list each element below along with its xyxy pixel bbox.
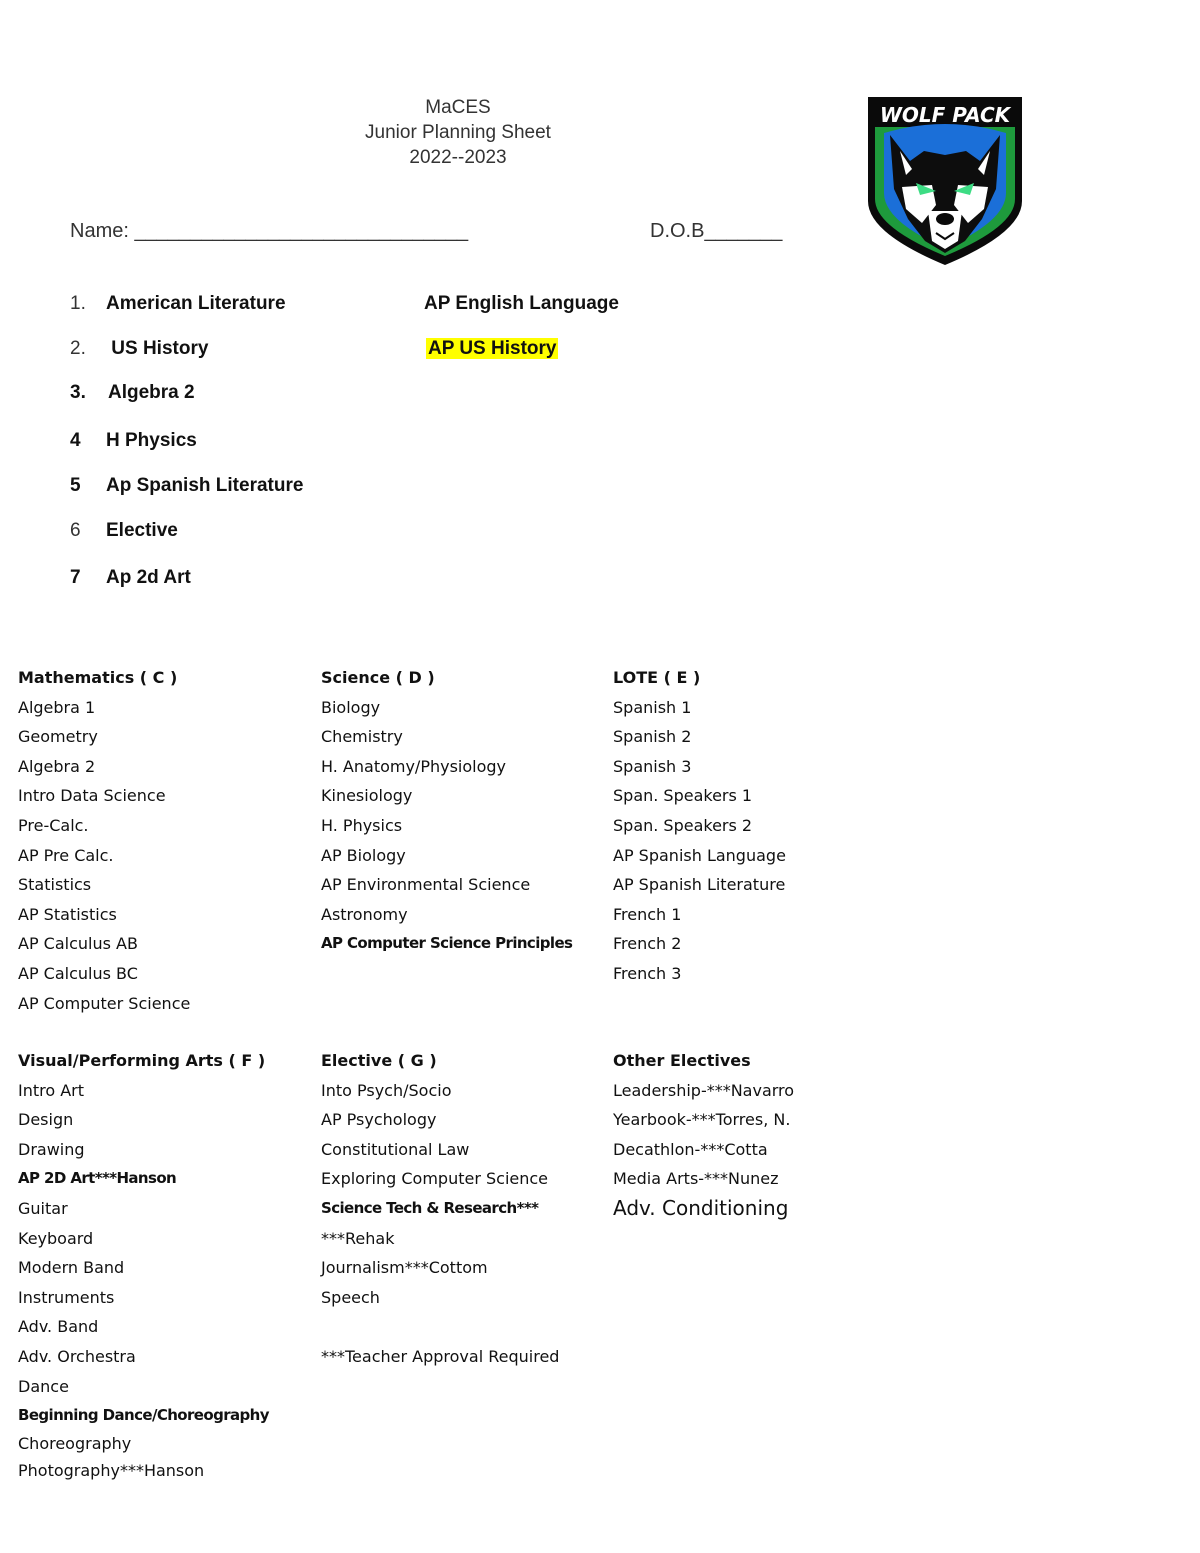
course-number: 1. — [70, 293, 86, 314]
footnote: ***Teacher Approval Required — [321, 1346, 560, 1366]
course-label: US History — [106, 338, 209, 359]
list-item: French 2 — [613, 934, 682, 954]
category-title: Science ( D ) — [321, 668, 435, 687]
category-elective — [321, 1046, 559, 1372]
document-header — [258, 95, 658, 170]
list-item: Kinesiology — [321, 786, 413, 806]
list-item: Pre-Calc. — [18, 815, 89, 835]
list-item: ***Rehak — [321, 1228, 395, 1248]
student-info-row — [70, 220, 783, 243]
logo-text: WOLF PACK — [879, 103, 1011, 127]
list-item: Choreography — [18, 1433, 132, 1453]
list-item: Statistics — [18, 875, 92, 895]
list-item: Design — [18, 1110, 74, 1130]
list-item: French 1 — [613, 904, 682, 924]
category-mathematics — [18, 663, 190, 1018]
list-item: Speech — [321, 1287, 380, 1307]
list-item: AP Pre Calc. — [18, 845, 114, 865]
highlight-mark: AP US History — [428, 338, 557, 359]
wolf-pack-logo — [862, 93, 1028, 269]
course-number: 4 — [70, 430, 81, 451]
list-item: AP Spanish Language — [613, 845, 786, 865]
list-item: Algebra 2 — [18, 756, 96, 776]
course-number: 3. — [70, 382, 86, 403]
list-item: Spanish 2 — [613, 727, 692, 747]
course-number: 5 — [70, 475, 81, 496]
list-item: Adv. Band — [18, 1317, 99, 1337]
list-item: Span. Speakers 2 — [613, 815, 753, 835]
category-title: Mathematics ( C ) — [18, 668, 178, 687]
list-item: Adv. Orchestra — [18, 1346, 136, 1366]
list-item: Decathlon-***Cotta — [613, 1139, 768, 1159]
list-item: AP Statistics — [18, 904, 117, 924]
list-item: Leadership-***Navarro — [613, 1080, 795, 1100]
category-lote — [613, 663, 786, 989]
list-item: AP Computer Science — [18, 993, 191, 1013]
list-item: Adv. Conditioning — [613, 1195, 789, 1220]
list-item: Modern Band — [18, 1258, 125, 1278]
list-item: Biology — [321, 697, 381, 717]
list-item: Media Arts-***Nunez — [613, 1169, 779, 1189]
list-item: Photography***Hanson — [18, 1460, 205, 1480]
list-item: Drawing — [18, 1139, 85, 1159]
list-item: AP 2D Art***Hanson — [18, 1169, 177, 1188]
course-label: Algebra 2 — [108, 382, 195, 403]
list-item: AP Biology — [321, 845, 406, 865]
list-item: French 3 — [613, 963, 682, 983]
category-science — [321, 663, 572, 959]
course-label: American Literature — [106, 293, 286, 314]
list-item — [321, 1312, 559, 1342]
category-other-electives — [613, 1046, 794, 1224]
list-item: AP Calculus AB — [18, 934, 138, 954]
category-visual-performing-arts — [18, 1046, 269, 1485]
list-item: Beginning Dance/Choreography — [18, 1406, 269, 1425]
course-label: Ap 2d Art — [106, 567, 191, 588]
list-item: Instruments — [18, 1287, 115, 1307]
list-item: Geometry — [18, 727, 98, 747]
course-alternate: AP English Language — [424, 293, 619, 314]
sheet-title: Junior Planning Sheet — [365, 122, 551, 143]
list-item: Spanish 3 — [613, 756, 692, 776]
list-item: Yearbook-***Torres, N. — [613, 1110, 791, 1130]
name-field[interactable]: Name: ______________________________ — [70, 220, 469, 242]
list-item: Keyboard — [18, 1228, 94, 1248]
list-item: Science Tech & Research*** — [321, 1198, 539, 1217]
course-label: Ap Spanish Literature — [106, 475, 304, 496]
course-label: Elective — [106, 520, 178, 541]
list-item: Constitutional Law — [321, 1139, 470, 1159]
list-item: Guitar — [18, 1198, 68, 1218]
course-number: 6 — [70, 520, 81, 541]
list-item: H. Anatomy/Physiology — [321, 756, 507, 776]
list-item: Span. Speakers 1 — [613, 786, 753, 806]
list-item: Intro Art — [18, 1080, 85, 1100]
list-item: AP Spanish Literature — [613, 875, 786, 895]
category-title: Elective ( G ) — [321, 1051, 437, 1070]
list-item: Intro Data Science — [18, 786, 166, 806]
course-alternate-highlighted — [426, 338, 558, 360]
category-title: LOTE ( E ) — [613, 668, 701, 687]
list-item: Into Psych/Socio — [321, 1080, 452, 1100]
school-year: 2022--2023 — [409, 147, 507, 168]
list-item: AP Calculus BC — [18, 963, 138, 983]
list-item: AP Environmental Science — [321, 875, 531, 895]
category-title: Visual/Performing Arts ( F ) — [18, 1051, 266, 1070]
list-item: H. Physics — [321, 815, 403, 835]
list-item: AP Psychology — [321, 1110, 437, 1130]
list-item: Algebra 1 — [18, 697, 96, 717]
category-title: Other Electives — [613, 1051, 751, 1070]
list-item: Exploring Computer Science — [321, 1169, 549, 1189]
list-item: Dance — [18, 1376, 69, 1396]
list-item: Astronomy — [321, 904, 408, 924]
course-number: 2. — [70, 338, 86, 359]
course-number: 7 — [70, 567, 81, 588]
course-label: H Physics — [106, 430, 197, 451]
school-name: MaCES — [425, 97, 491, 118]
list-item: Chemistry — [321, 727, 403, 747]
dob-field[interactable]: D.O.B_______ — [650, 220, 783, 242]
list-item: Spanish 1 — [613, 697, 692, 717]
list-item: Journalism***Cottom — [321, 1258, 488, 1278]
list-item: AP Computer Science Principles — [321, 934, 573, 953]
